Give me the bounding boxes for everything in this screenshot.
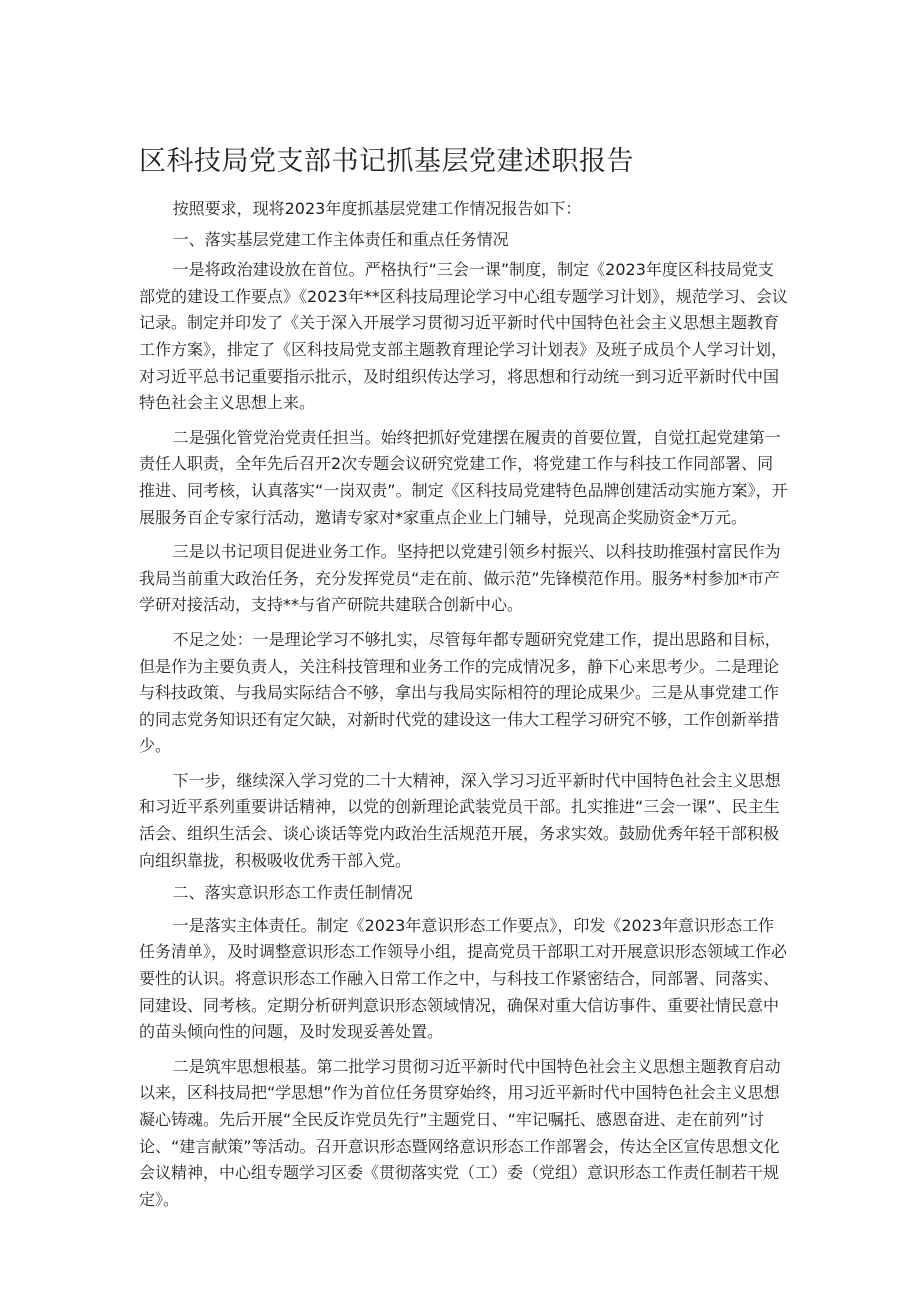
body-paragraph-5: 下一步，继续深入学习党的二十大精神，深入学习习近平新时代中国特色社会主义思想和习近平系列重要讲话精神，以党的创新理论武装党员干部。扎实推进“三会一课”、民主生活会、组织生活会、谈心谈话等党内政治生活规范开展，务求实效。鼓励优秀年轻干部积极向组织靠拢，积极吸收优秀干部入党。 — [139, 770, 781, 870]
document-title: 区科技局党支部书记抓基层党建述职报告 — [139, 146, 634, 177]
document-body — [139, 196, 788, 1213]
body-paragraph-4: 不足之处：一是理论学习不够扎实，尽管每年都专题研究党建工作，提出思路和目标，但是作为主要负责人，关注科技管理和业务工作的完成情况多，静下心来思考少。二是理论与科技政策、与我局实际结合不够，拿出与我局实际相符的理论成果少。三是从事党建工作的同志党务知识还有定欠缺，对新时代党的建设这一伟大工程学习研究不够，工作创新举措少。 — [139, 629, 781, 756]
body-paragraph-7: 二是筑牢思想根基。第二批学习贯彻习近平新时代中国特色社会主义思想主题教育启动以来，区科技局把“学思想”作为首位任务贯穿始终，用习近平新时代中国特色社会主义思想凝心铸魂。先后开展“全民反诈党员先行”主题党日、“牢记嘱托、感恩奋进、走在前列”讨论、“建言献策”等活动。召开意识形态暨网络意识形态工作部署会，传达全区宣传思想文化会议精神，中心组专题学习区委《贯彻落实党（工）委（党组）意识形态工作责任制若干规定》。 — [139, 1056, 781, 1209]
section-heading-2: 二、落实意识形态工作责任制情况 — [172, 883, 413, 903]
body-paragraph-1: 一是将政治建设放在首位。严格执行“三会一课”制度，制定《2023年度区科技局党支部党的建设工作要点》《2023年**区科技局理论学习中心组专题学习计划》，规范学习、会议记录。制定并印发了《关于深入开展学习贯彻习近平新时代中国特色社会主义思想主题教育工作方案》，排定了《区科技局党支部主题教育理论学习计划表》及班子成员个人学习计划，对习近平总书记重要指示批示，及时组织传达学习，将思想和行动统一到习近平新时代中国特色社会主义思想上来。 — [139, 260, 788, 413]
body-paragraph-6: 一是落实主体责任。制定《2023年意识形态工作要点》，印发《2023年意识形态工作任务清单》，及时调整意识形态工作领导小组，提高党员干部职工对开展意识形态领域工作必要性的认识。将意识形态工作融入日常工作之中，与科技工作紧密结合，同部署、同落实、同建设、同考核。定期分析研判意识形态领域情况，确保对重大信访事件、重要社情民意中的苗头倾向性的问题，及时发现妥善处置。 — [139, 915, 788, 1042]
body-paragraph-3: 三是以书记项目促进业务工作。坚持把以党建引领乡村振兴、以科技助推强村富民作为我局当前重大政治任务，充分发挥党员“走在前、做示范”先锋模范作用。服务*村参加*市产学研对接活动，支持**与省产研院共建联合创新中心。 — [139, 542, 781, 615]
intro-paragraph: 按照要求，现将2023年度抓基层党建工作情况报告如下： — [172, 199, 582, 218]
section-heading-1: 一、落实基层党建工作主体责任和重点任务情况 — [172, 229, 509, 249]
body-paragraph-2: 二是强化管党治党责任担当。始终把抓好党建摆在履责的首要位置，自觉扛起党建第一责任人职责，全年先后召开2次专题会议研究党建工作，将党建工作与科技工作同部署、同推进、同考核，认真落实“一岗双责”。制定《区科技局党建特色品牌创建活动实施方案》，开展服务百企专家行活动，邀请专家对*家重点企业上门辅导，兑现高企奖励资金*万元。 — [139, 427, 788, 527]
